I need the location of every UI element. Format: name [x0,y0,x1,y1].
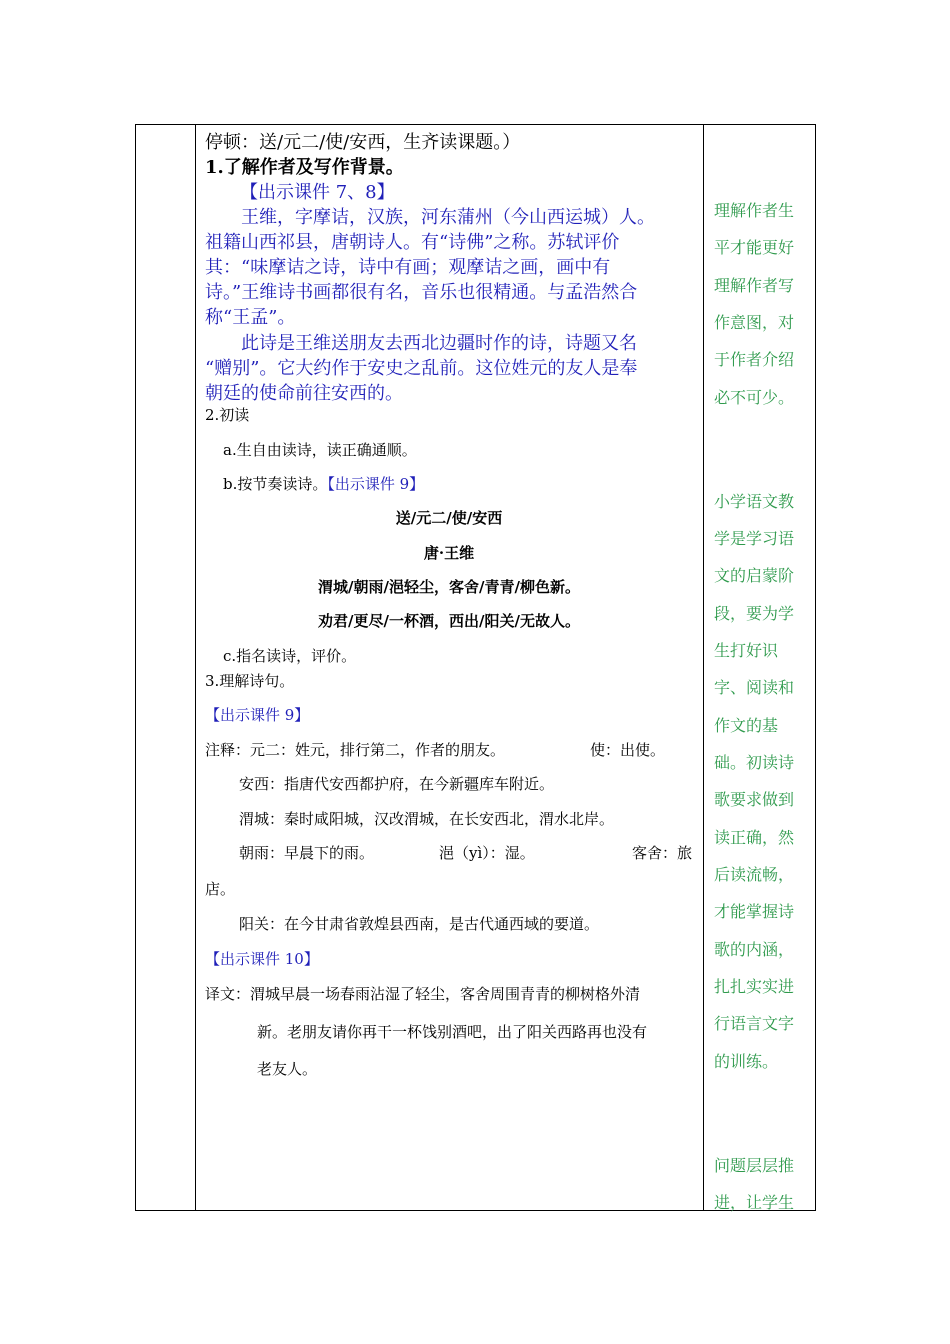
side-note-line: 作意图，对 [714,313,795,332]
side-note-line: 歌要求做到 [714,790,795,809]
poem-author: 唐·王维 [423,544,475,562]
courseware-9: 【出示课件 9】 [205,706,310,724]
note-weicheng: 渭城：秦时咸阳城，汉改渭城，在长安西北，渭水北岸。 [239,810,615,828]
note-shi: 使：出使。 [590,741,666,759]
note-anxi: 安西：指唐代安西都护府，在今新疆库车附近。 [239,775,555,793]
courseware-7-8: 【出示课件 7、8】 [240,182,395,203]
teaching-process-column [195,125,703,1210]
courseware-10: 【出示课件 10】 [205,950,319,968]
side-note-line: 行语言文字 [714,1014,795,1033]
top-line: 停顿：送/元二/使/安西，生齐读课题。） [205,132,521,153]
side-note-line: 生打好识 [714,641,779,660]
item-b [223,473,424,494]
note-keshe: 客舍：旅 [632,844,693,862]
design-intent-column [704,125,816,1210]
author-para-line: 王维，字摩诘，汉族，河东蒲州（今山西运城）人。 [241,207,655,228]
section2-heading: 2.初读 [205,406,250,424]
note-zhaoyu: 朝雨：早晨下的雨。 [239,844,375,862]
side-note-line: 才能掌握诗 [714,902,795,921]
section3-heading: 3.理解诗句。 [205,672,295,690]
note-yi: 浥（yì）：湿。 [439,844,535,862]
author-para-line: 其：“味摩诘之诗，诗中有画；观摩诘之画，画中有 [205,257,611,278]
side-note-line: 读正确，然 [714,828,795,847]
background-para-line: “赠别”。它大约作于安史之乱前。这位姓元的友人是奉 [205,358,638,379]
translation-line: 老友人。 [257,1060,318,1078]
lesson-plan-table [135,124,816,1211]
poem-line: 劝君/更尽/一杯酒，西出/阳关/无故人。 [318,612,580,630]
side-note-line: 后读流畅， [714,865,795,884]
side-note-line: 小学语文教 [714,492,795,511]
side-note-line: 理解作者生 [714,201,795,220]
side-note-line: 进，让学生 [714,1193,795,1212]
section1-heading: 1.了解作者及写作背景。 [205,157,404,178]
item-a: a.生自由读诗，读正确通顺。 [223,441,417,459]
side-note-line: 文的启蒙阶 [714,566,795,585]
side-note-line: 学是学习语 [714,529,795,548]
side-note-line: 扎扎实实进 [714,977,795,996]
author-para-line: 称“王孟”。 [205,307,296,328]
side-note-line: 歌的内涵， [714,940,795,959]
courseware-9: 【出示课件 9】 [327,475,425,493]
side-note-line: 段，要为学 [714,604,795,623]
author-para-line: 祖籍山西祁县，唐朝诗人。有“诗佛”之称。苏轼评价 [205,232,620,253]
note-yangguan: 阳关：在今甘肃省敦煌县西南，是古代通西域的要道。 [239,915,600,933]
poem-line: 渭城/朝雨/浥轻尘，客舍/青青/柳色新。 [318,578,580,596]
side-note-line: 字、阅读和 [714,678,795,697]
item-c: c.指名读诗，评价。 [223,647,357,665]
translation-line: 译文：渭城早晨一场春雨沾湿了轻尘，客舍周围青青的柳树格外清 [205,985,641,1003]
side-note-line: 于作者介绍 [714,350,795,369]
note-yuaner: 注释：元二：姓元，排行第二，作者的朋友。 [205,741,506,759]
note-keshe-cont: 店。 [205,880,236,898]
background-para-line: 此诗是王维送朋友去西北边疆时作的诗，诗题又名 [241,333,637,354]
side-note-line: 平才能更好 [714,238,795,257]
background-para-line: 朝廷的使命前往安西的。 [205,383,403,404]
poem-title: 送/元二/使/安西 [395,509,503,527]
side-note-line: 理解作者写 [714,276,795,295]
translation-line: 新。老朋友请你再干一杯饯别酒吧，出了阳关西路再也没有 [257,1023,648,1041]
side-note-line: 必不可少。 [714,388,795,407]
side-note-line: 础。初读诗 [714,753,795,772]
side-note-line: 问题层层推 [714,1156,795,1175]
side-note-line: 作文的基 [714,716,779,735]
item-b-text: b.按节奏读诗。 [223,475,328,493]
side-note-line: 的训练。 [714,1052,779,1071]
author-para-line: 诗。”王维诗书画都很有名，音乐也很精通。与孟浩然合 [205,282,638,303]
